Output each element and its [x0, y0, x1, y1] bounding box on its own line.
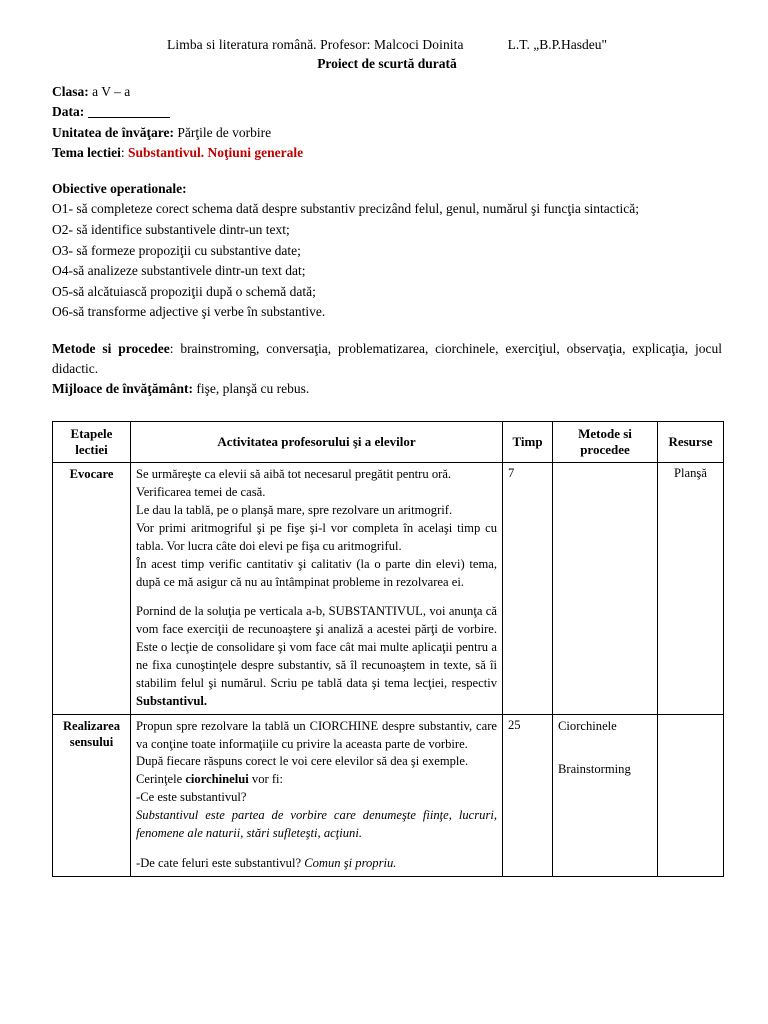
objective-item: O2- să identifice substantivele dintr-un text;	[52, 221, 290, 237]
meta-label-data: Data:	[52, 104, 85, 120]
header-teacher-line: Limba si literatura română. Profesor: Malcoci Doinita	[167, 37, 464, 52]
objective-item: O3- să formeze propoziţii cu substantive date;	[52, 242, 301, 258]
materials-row	[52, 379, 722, 399]
activity-text: Pornind de la soluţia pe verticala a-b, SUBSTANTIVUL, voi anunţa că vom face exerciţii de recunoaştere şi analiză a acestei părţi de vorbire. Este o lecţie de consolidare şi vom face cât mai multe aplicaţii pentru a ne fixa cunoştinţele despre substantiv, să îl recunoaştem in texte, să îi stabilim felul şi numărul. Scriu pe tablă data şi tema lecţiei, respectiv	[136, 604, 497, 690]
cell-resurse-evocare: Planşă	[658, 463, 724, 714]
answer-text: Comun şi propriu.	[304, 855, 397, 870]
meta-value-tema: Substantivul. Noţiuni generale	[128, 144, 304, 160]
cell-metode-realizarea	[553, 714, 658, 876]
column-header-resurse: Resurse	[658, 422, 724, 463]
method-item: Brainstorming	[558, 762, 631, 777]
activity-text-bold: Substantivul.	[136, 693, 208, 708]
meta-label-unitate: Unitatea de învăţare:	[52, 124, 174, 140]
meta-row-unitate	[52, 123, 722, 143]
question-text: -De cate feluri este substantivul?	[136, 855, 305, 870]
activity-paragraph: Le dau la tablă, pe o planşă mare, spre rezolvare un aritmogrif.	[136, 503, 453, 518]
activity-paragraph: În acest timp verific cantitativ şi calitativ (la o parte din elevi) tema, după ce mă asigur că nu au întâmpinat probleme in rezolvarea ei.	[136, 556, 497, 589]
meta-value-data-blank	[88, 105, 170, 118]
objectives-section	[52, 179, 722, 322]
table-row	[53, 714, 724, 876]
meta-value-clasa: a V – a	[92, 84, 131, 100]
cell-activitate-realizarea	[131, 714, 503, 876]
meta-tema-separator: :	[120, 144, 125, 160]
objective-item: O4-să analizeze substantivele dintr-un text dat;	[52, 263, 306, 279]
activity-paragraph: Propun spre rezolvare la tablă un CIORCHINE despre substantiv, care va conţine toate informaţiile cu privire la aceasta parte de vorbire.	[136, 718, 497, 751]
materials-value: fişe, planşă cu rebus.	[192, 381, 310, 397]
lesson-meta	[52, 82, 722, 163]
cell-resurse-realizarea	[658, 714, 724, 876]
meta-row-clasa	[52, 82, 722, 102]
table-header-row	[53, 422, 724, 463]
activity-paragraph: După fiecare răspuns corect le voi cere elevilor să dea şi exemple.	[136, 754, 469, 769]
methods-row	[52, 339, 722, 380]
cell-metode-evocare	[553, 463, 658, 714]
activity-paragraph: Verificarea temei de casă.	[136, 485, 266, 500]
objectives-title: Obiective operationale:	[52, 181, 187, 197]
methods-label: Metode si procedee	[52, 340, 170, 356]
document-header	[52, 36, 722, 54]
methods-section	[52, 339, 722, 400]
objectives-list	[52, 199, 722, 322]
activity-paragraph: Se urmăreşte ca elevii să aibă tot necesarul pregătit pentru oră.	[136, 467, 452, 482]
document-subtitle: Proiect de scurtă durată	[317, 56, 457, 72]
method-item: Ciorchinele	[558, 718, 617, 733]
cell-etapa-evocare: Evocare	[53, 463, 131, 714]
requirements-bold: ciorchinelui	[185, 772, 249, 787]
lesson-plan-table	[52, 421, 724, 876]
meta-row-tema	[52, 143, 722, 163]
meta-row-data	[52, 102, 722, 122]
column-header-timp: Timp	[503, 422, 553, 463]
cell-timp-evocare: 7	[503, 463, 553, 714]
objective-item: O1- să completeze corect schema dată despre substantiv precizând felul, genul, numărul şi funcţia sintactică;	[52, 201, 640, 217]
column-header-metode: Metode si procedee	[553, 422, 658, 463]
meta-value-unitate: Părţile de vorbire	[177, 124, 272, 140]
methods-value: : brainstroming, conversaţia, problematizarea, ciorchinele, exerciţiul, observaţia, explicaţia, jocul didactic.	[52, 340, 723, 376]
header-school: L.T. „B.P.Hasdeu"	[507, 37, 607, 52]
objective-item: O6-să transforme adjective şi verbe în substantive.	[52, 304, 326, 320]
cell-etapa-realizarea: Realizarea sensului	[53, 714, 131, 876]
requirements-prefix: Cerinţele	[136, 772, 186, 787]
cell-timp-realizarea: 25	[503, 714, 553, 876]
activity-question: -Ce este substantivul?	[136, 790, 247, 805]
activity-answer: Substantivul este partea de vorbire care denumeşte fiinţe, lucruri, fenomene ale naturii, stări sufleteşti, acţiuni.	[136, 808, 497, 840]
meta-label-clasa: Clasa:	[52, 84, 89, 100]
column-header-etape: Etapele lectiei	[53, 422, 131, 463]
requirements-suffix: vor fi:	[248, 772, 284, 787]
meta-label-tema: Tema lectiei	[52, 144, 121, 160]
materials-label: Mijloace de învăţământ:	[52, 381, 193, 397]
activity-requirements	[136, 771, 497, 789]
column-header-activitate: Activitatea profesorului şi a elevilor	[131, 422, 503, 463]
objective-item: O5-să alcătuiască propoziţii după o schemă dată;	[52, 283, 316, 299]
activity-question-2	[136, 855, 497, 873]
table-row	[53, 463, 724, 714]
activity-paragraph: Vor primi aritmogriful şi pe fişe şi-l vor completa în acelaşi timp cu tabla. Vor lucra câte doi elevi pe fişa cu aritmogriful.	[136, 520, 497, 553]
activity-paragraph-secondary	[136, 603, 497, 710]
cell-activitate-evocare	[131, 463, 503, 714]
